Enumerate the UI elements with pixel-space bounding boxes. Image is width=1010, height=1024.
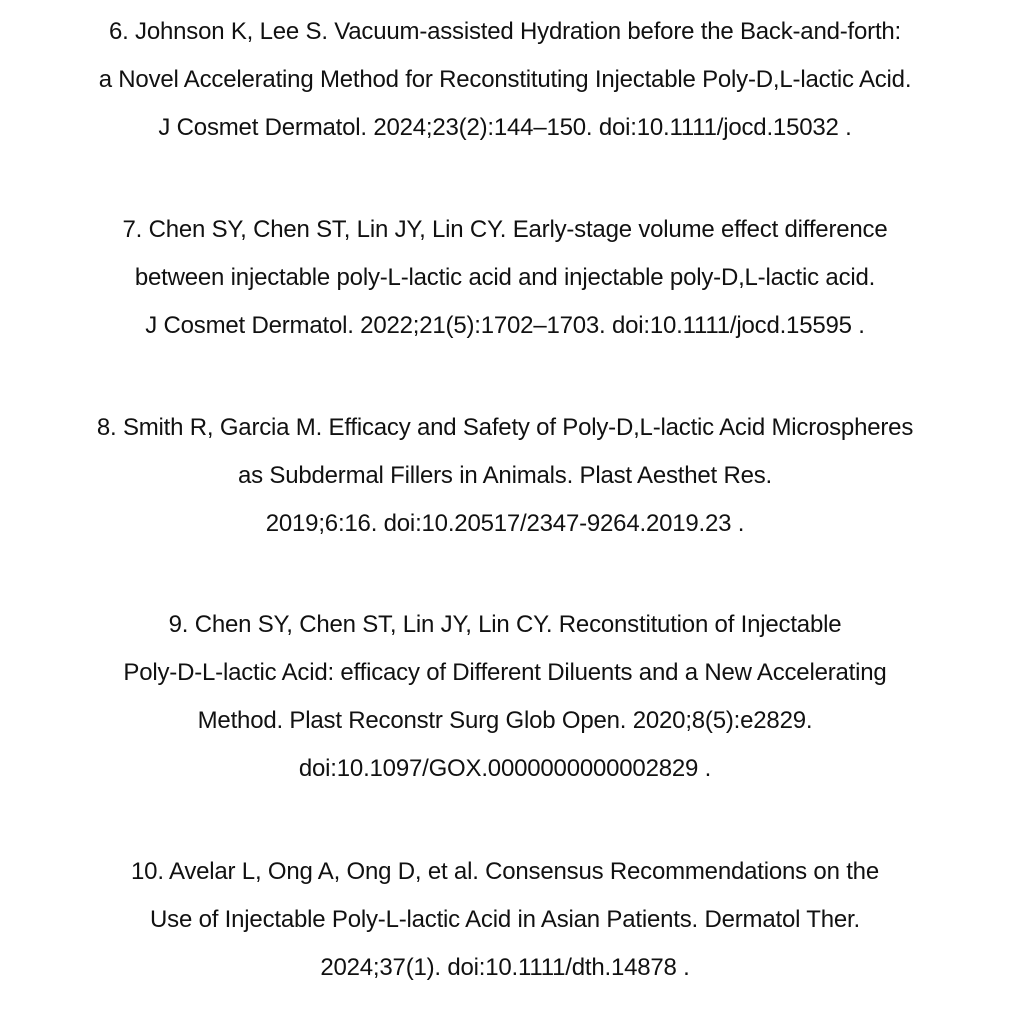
reference-6 xyxy=(0,8,1010,152)
reference-line: as Subdermal Fillers in Animals. Plast Aesthet Res. xyxy=(237,462,773,489)
reference-line: J Cosmet Dermatol. 2024;23(2):144–150. doi:10.1111/jocd.15032 . xyxy=(158,114,852,141)
reference-line: 2024;37(1). doi:10.1111/dth.14878 . xyxy=(320,954,690,981)
reference-line: doi:10.1097/GOX.0000000000002829 . xyxy=(298,755,712,782)
reference-line: 7. Chen SY, Chen ST, Lin JY, Lin CY. Early-stage volume effect difference xyxy=(122,216,888,243)
reference-8 xyxy=(0,404,1010,548)
reference-line: 6. Johnson K, Lee S. Vacuum-assisted Hydration before the Back-and-forth: xyxy=(108,18,902,45)
reference-line: Poly-D-L-lactic Acid: efficacy of Different Diluents and a New Accelerating xyxy=(123,659,887,686)
reference-line: 10. Avelar L, Ong A, Ong D, et al. Consensus Recommendations on the xyxy=(131,858,879,885)
reference-7 xyxy=(0,206,1010,350)
reference-line: a Novel Accelerating Method for Reconstituting Injectable Poly-D,L-lactic Acid. xyxy=(98,66,912,93)
reference-10 xyxy=(0,848,1010,992)
reference-line: Method. Plast Reconstr Surg Glob Open. 2020;8(5):e2829. xyxy=(197,707,813,734)
reference-9 xyxy=(0,601,1010,793)
reference-line: 8. Smith R, Garcia M. Efficacy and Safety of Poly-D,L-lactic Acid Microspheres xyxy=(96,414,914,441)
reference-line: Use of Injectable Poly-L-lactic Acid in Asian Patients. Dermatol Ther. xyxy=(150,906,860,933)
reference-line: 2019;6:16. doi:10.20517/2347-9264.2019.23 . xyxy=(265,510,745,537)
reference-line: J Cosmet Dermatol. 2022;21(5):1702–1703. doi:10.1111/jocd.15595 . xyxy=(145,312,865,339)
reference-line: between injectable poly-L-lactic acid and injectable poly-D,L-lactic acid. xyxy=(134,264,876,291)
reference-line: 9. Chen SY, Chen ST, Lin JY, Lin CY. Reconstitution of Injectable xyxy=(168,611,842,638)
